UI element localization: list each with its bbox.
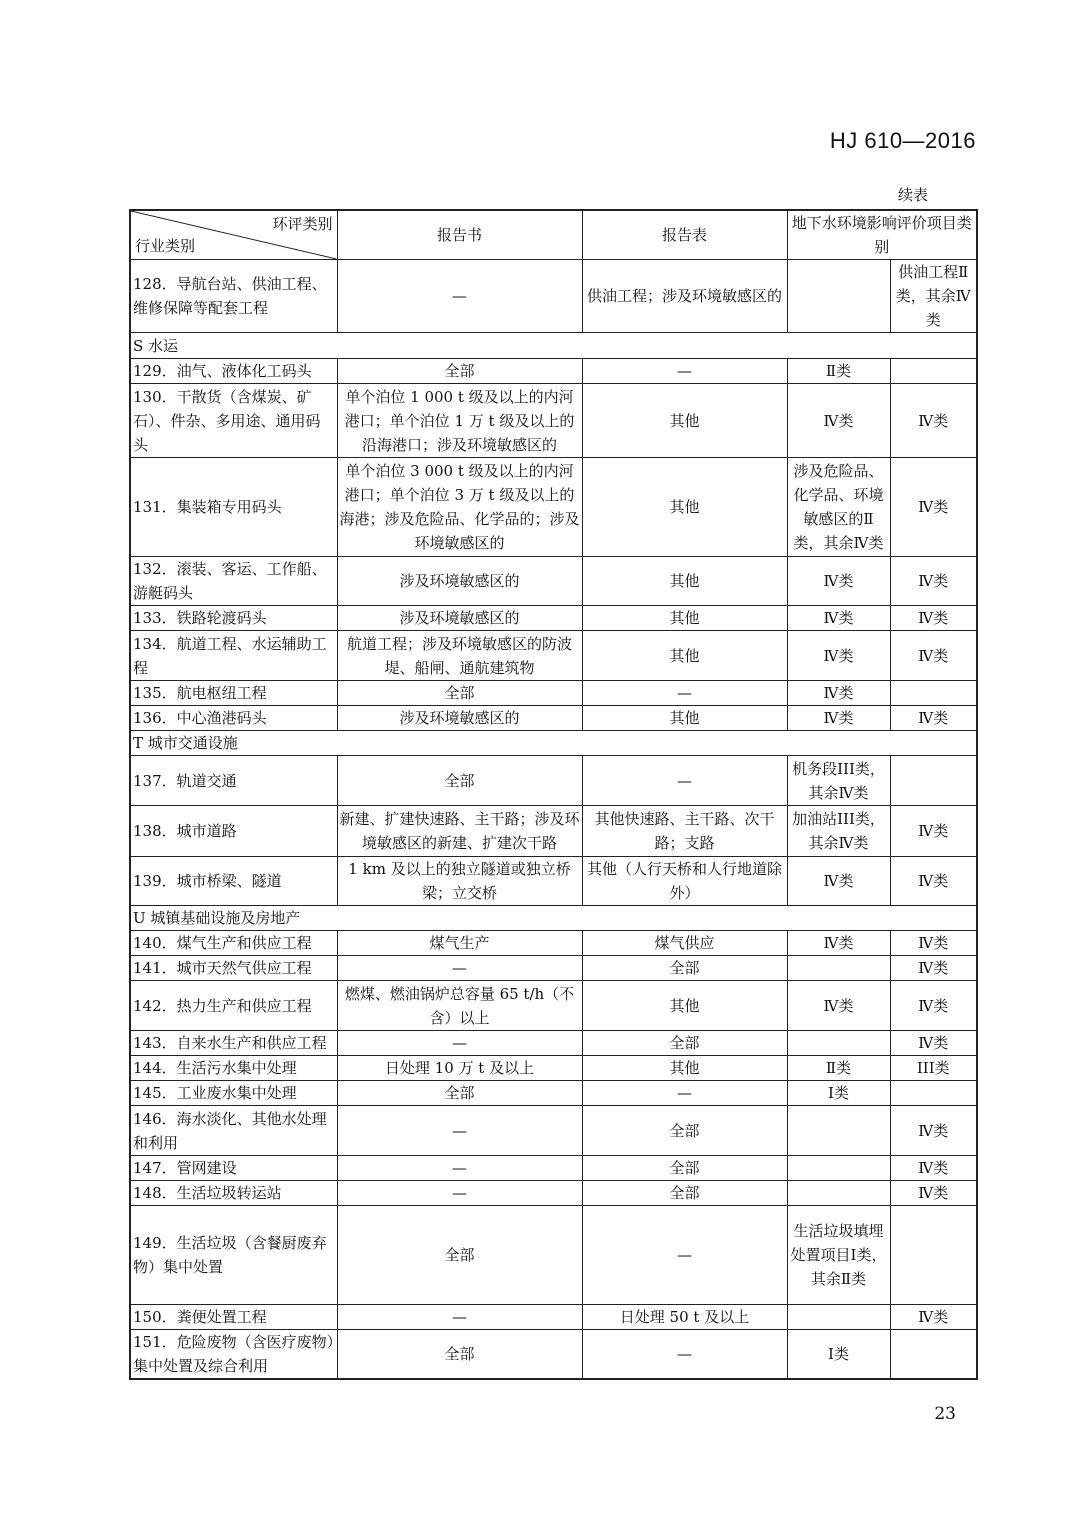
cell-gw-form — [890, 359, 977, 384]
cell-industry: 150．粪便处置工程 — [130, 1305, 337, 1330]
cell-form: — — [582, 1206, 787, 1305]
cell-report: 煤气生产 — [337, 931, 582, 956]
cell-gw-form: Ⅳ类 — [890, 1305, 977, 1330]
page-number: 23 — [934, 1404, 956, 1424]
cell-gw-form: Ⅳ类 — [890, 806, 977, 857]
cell-form: 其他 — [582, 1056, 787, 1081]
cell-gw-report — [787, 956, 890, 981]
table-body — [130, 260, 977, 1380]
cell-industry: 134．航道工程、水运辅助工程 — [130, 631, 337, 681]
cell-report: 全部 — [337, 1330, 582, 1380]
cell-gw-form: Ⅳ类 — [890, 706, 977, 731]
cell-gw-report: Ⅳ类 — [787, 706, 890, 731]
cell-gw-report: 生活垃圾填埋处置项目Ⅰ类，其余Ⅱ类 — [787, 1206, 890, 1305]
table-row — [130, 857, 977, 906]
cell-gw-form: Ⅳ类 — [890, 931, 977, 956]
cell-industry: 151．危险废物（含医疗废物）集中处置及综合利用 — [130, 1330, 337, 1380]
cell-report: — — [337, 260, 582, 333]
cell-form: 全部 — [582, 1156, 787, 1181]
classification-table — [129, 209, 978, 1380]
cell-gw-form — [890, 1330, 977, 1380]
cell-report: 单个泊位 1 000 t 级及以上的内河港口；单个泊位 1 万 t 级及以上的沿海港口；涉及环境敏感区的 — [337, 384, 582, 458]
cell-gw-form: Ⅳ类 — [890, 458, 977, 557]
cell-gw-report: 涉及危险品、化学品、环境敏感区的Ⅱ类，其余Ⅳ类 — [787, 458, 890, 557]
cell-report: 全部 — [337, 359, 582, 384]
cell-report: — — [337, 1181, 582, 1206]
cell-gw-form — [890, 756, 977, 806]
cell-form: 其他 — [582, 706, 787, 731]
cell-report: — — [337, 1305, 582, 1330]
cell-industry: 147．管网建设 — [130, 1156, 337, 1181]
cell-gw-form: Ⅳ类 — [890, 1181, 977, 1206]
cell-report: 新建、扩建快速路、主干路；涉及环境敏感区的新建、扩建次干路 — [337, 806, 582, 857]
cell-form: 其他（人行天桥和人行地道除外） — [582, 857, 787, 906]
cell-form: 供油工程；涉及环境敏感区的 — [582, 260, 787, 333]
cell-gw-form: 供油工程Ⅱ类，其余Ⅳ类 — [890, 260, 977, 333]
table-row — [130, 1156, 977, 1181]
cell-industry: 136．中心渔港码头 — [130, 706, 337, 731]
table-row — [130, 1106, 977, 1156]
cell-form: 其他快速路、主干路、次干路；支路 — [582, 806, 787, 857]
cell-industry: 148．生活垃圾转运站 — [130, 1181, 337, 1206]
cell-industry: 141．城市天然气供应工程 — [130, 956, 337, 981]
cell-industry: 131．集装箱专用码头 — [130, 458, 337, 557]
section-label: T 城市交通设施 — [130, 731, 977, 756]
cell-gw-form: Ⅳ类 — [890, 1031, 977, 1056]
cell-gw-report: Ⅳ类 — [787, 557, 890, 606]
cell-report: 全部 — [337, 681, 582, 706]
table-row — [130, 756, 977, 806]
section-label: S 水运 — [130, 333, 977, 359]
cell-report: 单个泊位 3 000 t 级及以上的内河港口；单个泊位 3 万 t 级及以上的海港；涉及危险品、化学品的；涉及环境敏感区的 — [337, 458, 582, 557]
standard-code: HJ 610—2016 — [829, 128, 976, 153]
cell-form: 日处理 50 t 及以上 — [582, 1305, 787, 1330]
cell-gw-report: Ⅱ类 — [787, 1056, 890, 1081]
section-row — [130, 333, 977, 359]
cell-gw-report — [787, 1305, 890, 1330]
diag-top-label: 环评类别 — [272, 215, 333, 233]
cell-report: 1 km 及以上的独立隧道或独立桥梁；立交桥 — [337, 857, 582, 906]
table-row — [130, 260, 977, 333]
cell-industry: 128．导航台站、供油工程、维修保障等配套工程 — [130, 260, 337, 333]
table-row — [130, 981, 977, 1031]
cell-form: 其他 — [582, 557, 787, 606]
table-row — [130, 1305, 977, 1330]
cell-industry: 143．自来水生产和供应工程 — [130, 1031, 337, 1056]
cell-form: 全部 — [582, 1031, 787, 1056]
cell-industry: 149．生活垃圾（含餐厨废弃物）集中处置 — [130, 1206, 337, 1305]
cell-gw-form: Ⅳ类 — [890, 631, 977, 681]
table-row — [130, 1056, 977, 1081]
cell-industry: 142．热力生产和供应工程 — [130, 981, 337, 1031]
cell-gw-report: 加油站III类，其余Ⅳ类 — [787, 806, 890, 857]
cell-report: 航道工程；涉及环境敏感区的防波堤、船闸、通航建筑物 — [337, 631, 582, 681]
cell-industry: 129．油气、液体化工码头 — [130, 359, 337, 384]
cell-form: 煤气供应 — [582, 931, 787, 956]
cell-gw-form: Ⅳ类 — [890, 384, 977, 458]
table-row — [130, 681, 977, 706]
cell-report: — — [337, 1106, 582, 1156]
cell-gw-form — [890, 681, 977, 706]
cell-industry: 135．航电枢纽工程 — [130, 681, 337, 706]
section-label: U 城镇基础设施及房地产 — [130, 906, 977, 931]
cell-gw-report: Ⅳ类 — [787, 606, 890, 631]
cell-gw-form: Ⅳ类 — [890, 956, 977, 981]
cell-form: 其他 — [582, 458, 787, 557]
cell-report: 全部 — [337, 1081, 582, 1106]
cell-gw-report: Ⅳ类 — [787, 384, 890, 458]
table-row — [130, 956, 977, 981]
table-row — [130, 1031, 977, 1056]
cell-industry: 139．城市桥梁、隧道 — [130, 857, 337, 906]
cell-form: 其他 — [582, 631, 787, 681]
cell-form: 全部 — [582, 1181, 787, 1206]
table-row — [130, 606, 977, 631]
cell-form: — — [582, 756, 787, 806]
cell-industry: 132．滚装、客运、工作船、游艇码头 — [130, 557, 337, 606]
cell-industry: 146．海水淡化、其他水处理和利用 — [130, 1106, 337, 1156]
header-report-book: 报告书 — [337, 210, 582, 260]
cell-gw-form: III类 — [890, 1056, 977, 1081]
cell-industry: 137．轨道交通 — [130, 756, 337, 806]
table-row — [130, 1181, 977, 1206]
cell-form: — — [582, 359, 787, 384]
cell-report: 全部 — [337, 1206, 582, 1305]
cell-form: 其他 — [582, 981, 787, 1031]
cell-gw-report — [787, 1181, 890, 1206]
cell-gw-form — [890, 1206, 977, 1305]
cell-industry: 145．工业废水集中处理 — [130, 1081, 337, 1106]
cell-report: — — [337, 1156, 582, 1181]
cell-form: — — [582, 1081, 787, 1106]
header-groundwater-category: 地下水环境影响评价项目类别 — [787, 210, 977, 260]
table-row — [130, 931, 977, 956]
diagonal-header-cell — [130, 210, 337, 260]
table-row — [130, 557, 977, 606]
cell-industry: 144．生活污水集中处理 — [130, 1056, 337, 1081]
cell-industry: 130．干散货（含煤炭、矿石）、件杂、多用途、通用码头 — [130, 384, 337, 458]
cell-gw-report: Ⅳ类 — [787, 681, 890, 706]
cell-gw-report: Ⅰ类 — [787, 1330, 890, 1380]
cell-report: 日处理 10 万 t 及以上 — [337, 1056, 582, 1081]
cell-gw-form: Ⅳ类 — [890, 1156, 977, 1181]
cell-gw-report: Ⅳ类 — [787, 981, 890, 1031]
cell-gw-report: Ⅳ类 — [787, 631, 890, 681]
cell-report: — — [337, 956, 582, 981]
diag-bottom-label: 行业类别 — [135, 237, 196, 255]
cell-gw-form: Ⅳ类 — [890, 1106, 977, 1156]
cell-form: 全部 — [582, 1106, 787, 1156]
table-row — [130, 631, 977, 681]
cell-gw-form: Ⅳ类 — [890, 557, 977, 606]
cell-gw-form: Ⅳ类 — [890, 606, 977, 631]
cell-report: — — [337, 1031, 582, 1056]
cell-industry: 140．煤气生产和供应工程 — [130, 931, 337, 956]
table-row — [130, 1081, 977, 1106]
cell-report: 涉及环境敏感区的 — [337, 706, 582, 731]
section-row — [130, 906, 977, 931]
cell-form: 其他 — [582, 606, 787, 631]
cell-report: 涉及环境敏感区的 — [337, 557, 582, 606]
cell-gw-report — [787, 1031, 890, 1056]
continued-label: 续表 — [897, 186, 928, 204]
cell-gw-report: Ⅱ类 — [787, 359, 890, 384]
cell-gw-report: Ⅰ类 — [787, 1081, 890, 1106]
table-row — [130, 359, 977, 384]
cell-industry: 133．铁路轮渡码头 — [130, 606, 337, 631]
table-row — [130, 706, 977, 731]
cell-form: 其他 — [582, 384, 787, 458]
table-header-row — [130, 210, 977, 260]
table-row — [130, 458, 977, 557]
table-row — [130, 1330, 977, 1380]
cell-gw-report — [787, 1106, 890, 1156]
cell-gw-report — [787, 260, 890, 333]
cell-gw-report: 机务段III类，其余Ⅳ类 — [787, 756, 890, 806]
cell-form: 全部 — [582, 956, 787, 981]
cell-report: 燃煤、燃油锅炉总容量 65 t/h（不含）以上 — [337, 981, 582, 1031]
table-row — [130, 1206, 977, 1305]
cell-report: 涉及环境敏感区的 — [337, 606, 582, 631]
cell-gw-report — [787, 1156, 890, 1181]
header-report-form: 报告表 — [582, 210, 787, 260]
table-row — [130, 384, 977, 458]
cell-industry: 138．城市道路 — [130, 806, 337, 857]
table-row — [130, 806, 977, 857]
cell-form: — — [582, 681, 787, 706]
cell-gw-form: Ⅳ类 — [890, 981, 977, 1031]
cell-gw-report: Ⅳ类 — [787, 857, 890, 906]
cell-report: 全部 — [337, 756, 582, 806]
cell-gw-report: Ⅳ类 — [787, 931, 890, 956]
cell-gw-form: Ⅳ类 — [890, 857, 977, 906]
section-row — [130, 731, 977, 756]
cell-form: — — [582, 1330, 787, 1380]
cell-gw-form — [890, 1081, 977, 1106]
